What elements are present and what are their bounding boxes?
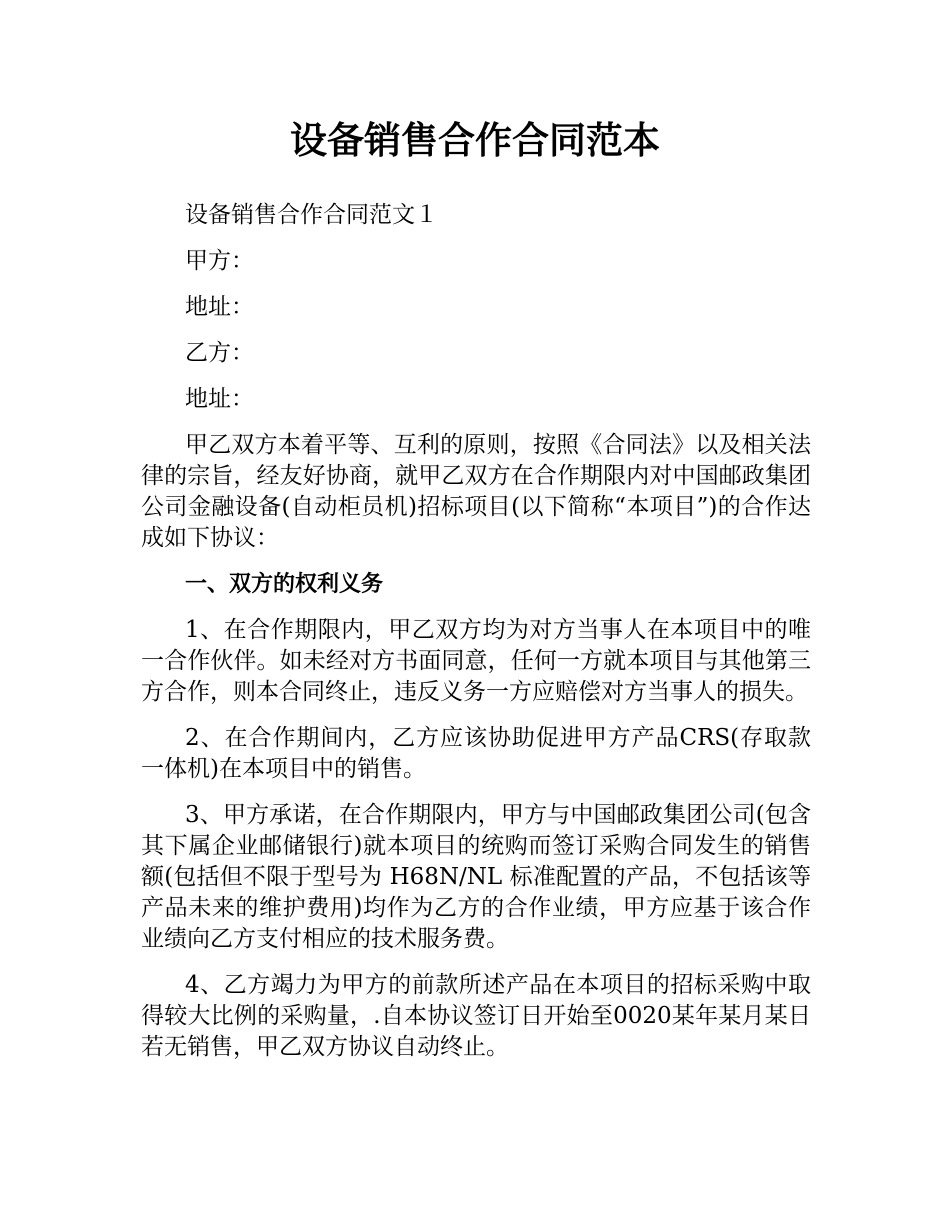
party-a-label: 甲方： bbox=[185, 248, 254, 274]
address-a-label: 地址： bbox=[185, 294, 254, 320]
address-b-label: 地址： bbox=[185, 386, 254, 412]
clause-1: 1、在合作期限内，甲乙双方均为对方当事人在本项目中的唯一合作伙伴。如未经对方书面同意，任何一方就本项目与其他第三方合作，则本合同终止，违反义务一方应赔偿对方当事人的损失。 bbox=[141, 617, 811, 705]
section-heading-rights-obligations: 一、双方的权利义务 bbox=[185, 572, 384, 597]
clause-4: 4、乙方竭力为甲方的前款所述产品在本项目的招标采购中取得较大比例的采购量，.自本协议签订日开始至0020某年某月某日若无销售，甲乙双方协议自动终止。 bbox=[141, 972, 811, 1060]
intro-paragraph: 甲乙双方本着平等、互利的原则，按照《合同法》以及相关法律的宗旨，经友好协商，就甲乙双方在合作期限内对中国邮政集团公司金融设备(自动柜员机)招标项目(以下简称“本项目”)的合作达成如下协议： bbox=[141, 432, 811, 551]
document-subtitle: 设备销售合作合同范文１ bbox=[185, 202, 438, 228]
document-body bbox=[141, 200, 811, 1078]
clause-3: 3、甲方承诺，在合作期限内，甲方与中国邮政集团公司(包含其下属企业邮储银行)就本项目的统购而签订采购合同发生的销售额(包括但不限于型号为 H68N/NL 标准配置的产品，不包括该等产品未来的维护费用)均作为乙方的合作业绩，甲方应基于该合作业绩向乙方支付相应的技术服务费。 bbox=[141, 802, 811, 952]
clause-2: 2、在合作期间内，乙方应该协助促进甲方产品CRS(存取款一体机)在本项目中的销售。 bbox=[141, 725, 811, 782]
document-title: 设备销售合作合同范本 bbox=[290, 119, 660, 162]
party-b-label: 乙方： bbox=[185, 340, 254, 366]
